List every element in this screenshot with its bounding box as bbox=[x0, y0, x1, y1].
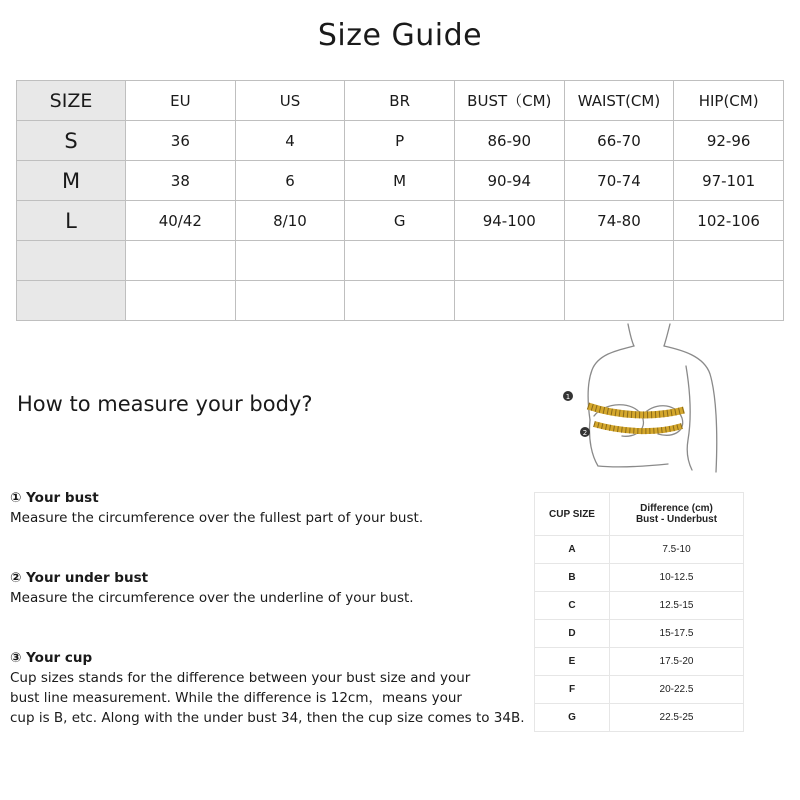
cup-diff-cell: 20-22.5 bbox=[610, 676, 744, 704]
header-cell: EU bbox=[126, 81, 236, 121]
section-title: ② Your under bust bbox=[10, 570, 149, 586]
section-title: ③ Your cup bbox=[10, 650, 93, 666]
table-row bbox=[17, 201, 784, 241]
table-cell: 8/10 bbox=[235, 201, 345, 241]
table-cell: 92-96 bbox=[674, 121, 784, 161]
cup-table-row bbox=[535, 704, 744, 732]
table-cell: 74-80 bbox=[564, 201, 674, 241]
table-cell: 40/42 bbox=[126, 201, 236, 241]
cup-diff-cell: 15-17.5 bbox=[610, 620, 744, 648]
table-row bbox=[17, 121, 784, 161]
table-row-empty bbox=[17, 241, 784, 281]
table-cell: 90-94 bbox=[454, 161, 564, 201]
arm-inner-outline bbox=[686, 366, 692, 470]
table-cell: G bbox=[345, 201, 455, 241]
empty-cell bbox=[126, 241, 236, 281]
table-cell: P bbox=[345, 121, 455, 161]
empty-cell bbox=[126, 281, 236, 321]
neck-outline bbox=[664, 324, 670, 346]
size-label-cell: L bbox=[17, 201, 126, 241]
table-row-empty bbox=[17, 281, 784, 321]
empty-cell bbox=[17, 281, 126, 321]
cup-table-row bbox=[535, 676, 744, 704]
empty-cell bbox=[235, 281, 345, 321]
page-title: Size Guide bbox=[317, 18, 483, 53]
header-cell: HIP(CM) bbox=[674, 81, 784, 121]
cup-header-cell: CUP SIZE bbox=[535, 493, 610, 536]
table-cell: 70-74 bbox=[564, 161, 674, 201]
neck-outline bbox=[628, 324, 634, 346]
size-label-cell: M bbox=[17, 161, 126, 201]
cup-size-cell: A bbox=[535, 536, 610, 564]
cup-section bbox=[10, 648, 525, 728]
empty-cell bbox=[564, 241, 674, 281]
marker-1-label: 1 bbox=[565, 393, 571, 401]
size-label-cell: S bbox=[17, 121, 126, 161]
table-cell: 6 bbox=[235, 161, 345, 201]
cup-size-cell: D bbox=[535, 620, 610, 648]
header-cell: BUST（CM) bbox=[454, 81, 564, 121]
size-table bbox=[16, 80, 784, 321]
cup-diff-cell: 22.5-25 bbox=[610, 704, 744, 732]
cup-table-row bbox=[535, 620, 744, 648]
header-cell: SIZE bbox=[17, 81, 126, 121]
measure-heading: How to measure your body? bbox=[17, 392, 313, 416]
section-text: Measure the circumference over the underline of your bust. bbox=[10, 590, 414, 606]
table-cell: 97-101 bbox=[674, 161, 784, 201]
table-cell: 4 bbox=[235, 121, 345, 161]
empty-cell bbox=[345, 281, 455, 321]
table-row bbox=[17, 161, 784, 201]
cup-table-row bbox=[535, 536, 744, 564]
cup-header-line: Difference (cm) bbox=[640, 503, 713, 514]
table-cell: 86-90 bbox=[454, 121, 564, 161]
cup-size-cell: C bbox=[535, 592, 610, 620]
size-table-header-row bbox=[17, 81, 784, 121]
empty-cell bbox=[454, 241, 564, 281]
empty-cell bbox=[454, 281, 564, 321]
section-text: Measure the circumference over the fullest part of your bust. bbox=[10, 510, 424, 526]
header-cell: US bbox=[235, 81, 345, 121]
section-text: Cup sizes stands for the difference between your bust size and your bbox=[10, 670, 471, 686]
table-cell: 38 bbox=[126, 161, 236, 201]
header-cell: WAIST(CM) bbox=[564, 81, 674, 121]
section-title: ① Your bust bbox=[10, 490, 99, 506]
table-cell: 102-106 bbox=[674, 201, 784, 241]
empty-cell bbox=[564, 281, 674, 321]
cup-table-header-row bbox=[535, 493, 744, 536]
cup-size-cell: G bbox=[535, 704, 610, 732]
header-cell: BR bbox=[345, 81, 455, 121]
cup-diff-cell: 7.5-10 bbox=[610, 536, 744, 564]
table-cell: 94-100 bbox=[454, 201, 564, 241]
empty-cell bbox=[17, 241, 126, 281]
under-bust-section bbox=[10, 568, 414, 608]
empty-cell bbox=[235, 241, 345, 281]
section-text: cup is B, etc. Along with the under bust 34, then the cup size comes to 34B. bbox=[10, 710, 525, 726]
cup-size-cell: E bbox=[535, 648, 610, 676]
cup-table-row bbox=[535, 648, 744, 676]
cup-header-line: Bust - Underbust bbox=[635, 514, 718, 525]
cup-size-table bbox=[534, 492, 744, 732]
cup-table-row bbox=[535, 592, 744, 620]
body-measure-diagram bbox=[558, 320, 738, 480]
empty-cell bbox=[345, 241, 455, 281]
empty-cell bbox=[674, 241, 784, 281]
cup-size-cell: B bbox=[535, 564, 610, 592]
section-text: bust line measurement. While the difference is 12cm，means your bbox=[10, 690, 462, 706]
cup-diff-cell: 12.5-15 bbox=[610, 592, 744, 620]
cup-diff-cell: 10-12.5 bbox=[610, 564, 744, 592]
marker-2-label: 2 bbox=[582, 429, 588, 437]
table-cell: 66-70 bbox=[564, 121, 674, 161]
cup-diff-cell: 17.5-20 bbox=[610, 648, 744, 676]
bust-section bbox=[10, 488, 423, 528]
cup-size-cell: F bbox=[535, 676, 610, 704]
table-cell: M bbox=[345, 161, 455, 201]
cup-header-cell bbox=[610, 493, 744, 536]
table-cell: 36 bbox=[126, 121, 236, 161]
empty-cell bbox=[674, 281, 784, 321]
cup-table-row bbox=[535, 564, 744, 592]
